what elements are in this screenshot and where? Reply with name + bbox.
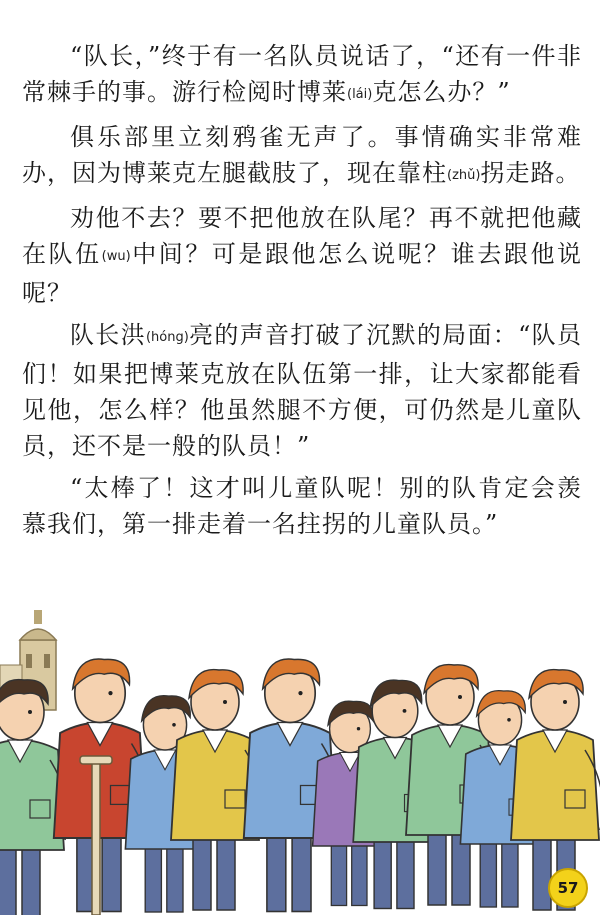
child-leg [352, 838, 367, 906]
child-eye [172, 723, 176, 727]
child-eye [223, 700, 227, 704]
story-text [22, 38, 582, 548]
child-leg [502, 835, 518, 907]
child-eye [563, 700, 567, 704]
child-leg [397, 833, 414, 909]
child-leg [292, 828, 311, 912]
paragraph-3: 劝他不去？要不把他放在队尾？再不就把他藏在队伍(wu)中间？可是跟他怎么说呢？谁去跟他说呢？ [22, 204, 583, 307]
child-eye [298, 691, 302, 695]
child-eye [357, 727, 360, 730]
child-eye [108, 691, 112, 695]
marching-children-illustration [0, 610, 600, 915]
child-eye [28, 710, 32, 714]
child-leg [374, 833, 391, 909]
pinyin-annotation: (zhǔ) [447, 168, 481, 183]
child-leg [480, 835, 496, 907]
child-leg [331, 838, 346, 906]
child-leg [102, 828, 121, 912]
pinyin-annotation: (lái) [347, 87, 373, 102]
child-leg [167, 840, 183, 912]
child-leg [428, 825, 446, 905]
child-leg [145, 840, 161, 912]
paragraph-4: 队长洪(hóng)亮的声音打破了沉默的局面：“队员们！如果把博莱克放在队伍第一排，让大家都能看见他，怎么样？他虽然腿不方便，可仍然是儿童队员，还不是一般的队员！” [22, 321, 582, 460]
child-leg [267, 828, 286, 912]
child-eye [403, 709, 407, 713]
paragraph-5: “太棒了！这才叫儿童队呢！别的队肯定会羡慕我们，第一排走着一名拄拐的儿童队员。” [22, 474, 582, 538]
page-number-badge: 57 [548, 868, 588, 908]
crutch-handle [80, 756, 112, 764]
paragraph-1: “队长，”终于有一名队员说话了，“还有一件非常棘手的事。游行检阅时博莱(lái)克怎么办？” [22, 42, 582, 106]
child-eye [507, 718, 511, 722]
child-leg [0, 840, 16, 915]
child-eye [458, 695, 462, 699]
child-leg [22, 840, 40, 915]
crutch-pole [92, 760, 100, 915]
child-leg [533, 830, 551, 910]
paragraph-2: 俱乐部里立刻鸦雀无声了。事情确实非常难办，因为博莱克左腿截肢了，现在靠柱(zhǔ)拐走路。 [22, 123, 582, 187]
children-group [0, 659, 600, 915]
child-leg [217, 830, 235, 910]
pinyin-annotation: (hóng) [145, 330, 189, 345]
pinyin-annotation: (wu) [101, 249, 131, 264]
child-leg [193, 830, 211, 910]
